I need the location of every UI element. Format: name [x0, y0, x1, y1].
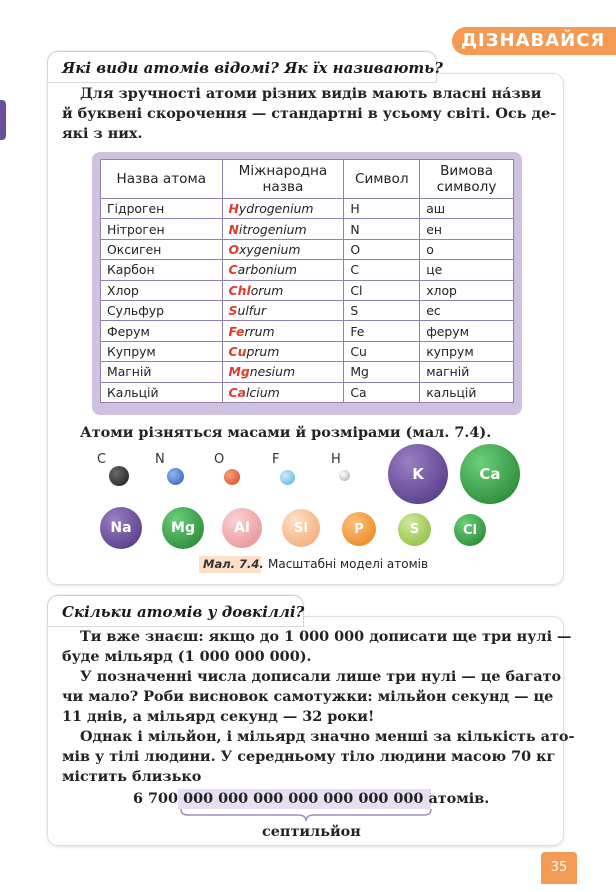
number-suffix: атомів.: [428, 790, 490, 807]
section1-intro: [62, 84, 557, 144]
cell-symbol: Cu: [344, 341, 420, 361]
cell-symbol: Ca: [344, 382, 420, 402]
cell-name: Нітроген: [101, 219, 223, 239]
cell-pron: аш: [420, 199, 514, 219]
cell-symbol: Mg: [344, 362, 420, 382]
section-header-title: ДІЗНАВАЙСЯ: [461, 30, 606, 51]
cell-intl: [222, 382, 344, 402]
cell-symbol: Fe: [344, 321, 420, 341]
cell-name: Ферум: [101, 321, 223, 341]
cell-pron: кальцій: [420, 382, 514, 402]
intl-rest: ulfur: [237, 303, 267, 319]
atom-label-f: F: [272, 452, 280, 467]
atom-label-n: N: [155, 452, 165, 467]
cell-symbol: N: [344, 219, 420, 239]
atom-ball-ca-label: Ca: [479, 465, 501, 483]
cell-name: Кальцій: [101, 382, 223, 402]
cell-symbol: H: [344, 199, 420, 219]
intl-highlight: Fe: [228, 323, 245, 339]
atom-ball-k-label: K: [412, 465, 424, 483]
section1-question: Які види атомів відомі? Як їх називають?: [62, 59, 443, 77]
col-header-pron: Вимова символу: [420, 160, 514, 199]
intl-rest: xygenium: [239, 241, 301, 257]
septillion-label: септильйон: [262, 823, 361, 840]
cell-pron: ес: [420, 300, 514, 320]
cell-intl: [222, 280, 344, 300]
intl-highlight: N: [228, 221, 239, 237]
side-marker: [0, 100, 6, 140]
cell-symbol: C: [344, 260, 420, 280]
brace-icon: [180, 808, 432, 822]
cell-pron: купрум: [420, 341, 514, 361]
intro-line: Для зручності атоми різних видів мають власні на́зви: [80, 85, 542, 102]
atom-ball-al: [222, 508, 262, 548]
table-row: [101, 260, 514, 280]
col-header-name: Назва атома: [101, 160, 223, 199]
cell-intl: [222, 199, 344, 219]
intl-highlight: Ca: [228, 384, 247, 400]
table-row: [101, 321, 514, 341]
atom-label-c: C: [97, 452, 107, 467]
cell-intl: [222, 300, 344, 320]
intl-rest: nesium: [249, 364, 296, 380]
number-zeros: 000 000 000 000 000 000 000: [183, 790, 424, 807]
intl-rest: lcium: [246, 384, 280, 400]
intro-line: й буквені скорочення — стандартні в усьому світі. Ось де-: [62, 105, 557, 122]
cell-intl: [222, 321, 344, 341]
atom-ball-f: [280, 470, 295, 485]
text-line: мів у тілі людини. У середньому тіло людини масою 70 кг: [62, 748, 556, 765]
intl-rest: rrum: [244, 323, 275, 339]
cell-pron: хлор: [420, 280, 514, 300]
intl-highlight: C: [228, 262, 238, 278]
atoms-table: [100, 159, 514, 403]
cell-pron: о: [420, 239, 514, 259]
atom-ball-mg: [162, 507, 204, 549]
atom-label-o: O: [214, 452, 225, 467]
atom-ball-al-label: Al: [234, 520, 250, 536]
figure-caption-label: Мал. 7.4.: [203, 557, 264, 571]
cell-name: Гідроген: [101, 199, 223, 219]
cell-name: Купрум: [101, 341, 223, 361]
page-number: 35: [541, 852, 577, 884]
atom-ball-si-label: Si: [294, 520, 308, 536]
cell-symbol: Cl: [344, 280, 420, 300]
text-line: У позначенні числа дописали лише три нулі — це багато: [80, 668, 562, 685]
intl-rest: orum: [250, 282, 284, 298]
cell-name: Карбон: [101, 260, 223, 280]
col-header-symbol: Символ: [344, 160, 420, 199]
text-line: чи мало? Роби висновок самотужки: мільйон секунд — це: [62, 688, 554, 705]
col-header-intl: Міжнародна назва: [222, 160, 344, 199]
table-row: [101, 362, 514, 382]
atom-ball-p: [342, 512, 376, 546]
table-row: [101, 382, 514, 402]
table-header-row: [101, 160, 514, 199]
cell-name: Хлор: [101, 280, 223, 300]
cell-intl: [222, 239, 344, 259]
section2-text: [62, 627, 575, 787]
intl-highlight: Cu: [228, 343, 247, 359]
intl-rest: prum: [246, 343, 280, 359]
cell-name: Оксиген: [101, 239, 223, 259]
text-line: містить близько: [62, 768, 202, 785]
atom-ball-c: [109, 466, 129, 486]
text-line: Ти вже знаєш: якщо до 1 000 000 дописати ще три нулі —: [80, 628, 572, 645]
intl-highlight: O: [228, 241, 240, 257]
intl-highlight: S: [228, 303, 238, 319]
atom-ball-s: [398, 513, 431, 546]
cell-symbol: O: [344, 239, 420, 259]
atom-ball-ca: [460, 444, 520, 504]
intro-line: які з них.: [62, 125, 143, 142]
atom-ball-mg-label: Mg: [171, 520, 195, 536]
atom-ball-cl-label: Cl: [463, 522, 477, 538]
intl-rest: itrogenium: [238, 221, 307, 237]
atom-ball-n: [167, 468, 184, 485]
table-row: [101, 219, 514, 239]
atom-ball-si: [282, 509, 320, 547]
cell-name: Магній: [101, 362, 223, 382]
atom-ball-na-label: Na: [110, 520, 132, 536]
cell-pron: це: [420, 260, 514, 280]
cell-intl: [222, 219, 344, 239]
table-row: [101, 341, 514, 361]
table-row: [101, 239, 514, 259]
table-row: [101, 300, 514, 320]
table-row: [101, 280, 514, 300]
cell-intl: [222, 260, 344, 280]
figure-caption-text: Масштабні моделі атомів: [268, 557, 429, 571]
cell-intl: [222, 341, 344, 361]
atom-ball-cl: [454, 514, 486, 546]
intl-highlight: Mg: [228, 364, 250, 380]
text-line: буде мільярд (1 000 000 000).: [62, 648, 312, 665]
atom-ball-s-label: S: [409, 522, 420, 537]
cell-pron: ферум: [420, 321, 514, 341]
atom-ball-o: [224, 469, 240, 485]
intl-rest: arbonium: [237, 262, 297, 278]
cell-symbol: S: [344, 300, 420, 320]
intl-highlight: H: [228, 201, 239, 217]
text-line: 11 днів, а мільярд секунд — 32 роки!: [62, 708, 375, 725]
atom-label-h: H: [331, 452, 341, 467]
cell-name: Сульфур: [101, 300, 223, 320]
big-number-line: [133, 789, 489, 809]
mass-sentence: Атоми різняться масами й розмірами (мал. 7.4).: [80, 424, 492, 441]
table-row: [101, 199, 514, 219]
atom-ball-k: [388, 444, 448, 504]
intl-rest: ydrogenium: [238, 201, 314, 217]
cell-pron: ен: [420, 219, 514, 239]
atom-ball-na: [100, 507, 142, 549]
text-line: Однак і мільйон, і мільярд значно менші за кількість ато-: [80, 728, 575, 745]
number-prefix: 6 700: [133, 790, 179, 807]
atom-ball-p-label: P: [354, 521, 364, 537]
cell-pron: магній: [420, 362, 514, 382]
cell-intl: [222, 362, 344, 382]
section2-question: Скільки атомів у довкіллі?: [62, 603, 305, 621]
atom-ball-h: [339, 470, 350, 481]
intl-highlight: Chl: [228, 282, 251, 298]
